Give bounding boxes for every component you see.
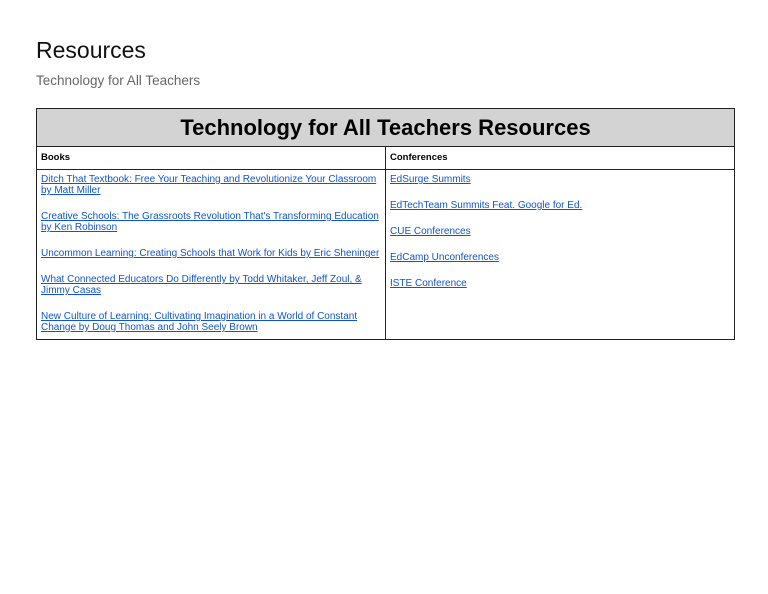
- conference-link-iste[interactable]: ISTE Conference: [390, 278, 467, 289]
- lists-row: [37, 170, 735, 340]
- book-link-uncommon-learning[interactable]: Uncommon Learning: Creating Schools that Work for Kids by Eric Sheninger: [41, 248, 380, 259]
- page-subtitle: Technology for All Teachers: [36, 73, 201, 88]
- conference-link-edcamp[interactable]: EdCamp Unconferences: [390, 252, 499, 263]
- conferences-list: [386, 170, 735, 340]
- books-header: Books: [37, 147, 386, 170]
- book-link-ditch-that-textbook[interactable]: Ditch That Textbook: Free Your Teaching and Revolutionize Your Classroom by Matt Miller: [41, 174, 377, 196]
- book-link-creative-schools[interactable]: Creative Schools: The Grassroots Revolution That's Transforming Education by Ken Robinson: [41, 211, 379, 233]
- books-list: [37, 170, 386, 340]
- book-link-connected-educators[interactable]: What Connected Educators Do Differently by Todd Whitaker, Jeff Zoul, & Jimmy Casas: [41, 274, 362, 296]
- book-link-new-culture-of-learning[interactable]: New Culture of Learning: Cultivating Imagination in a World of Constant Change by Doug Thomas and John Seely Brown: [41, 311, 358, 333]
- header-row: [37, 147, 735, 170]
- table-banner: Technology for All Teachers Resources: [37, 109, 735, 147]
- conferences-header: Conferences: [386, 147, 735, 170]
- resources-table: [36, 108, 735, 340]
- page-title: Resources: [36, 37, 146, 63]
- banner-row: [37, 109, 735, 147]
- conference-link-edtechteam[interactable]: EdTechTeam Summits Feat. Google for Ed.: [390, 200, 583, 211]
- conference-link-edsurge[interactable]: EdSurge Summits: [390, 174, 471, 185]
- conference-link-cue[interactable]: CUE Conferences: [390, 226, 471, 237]
